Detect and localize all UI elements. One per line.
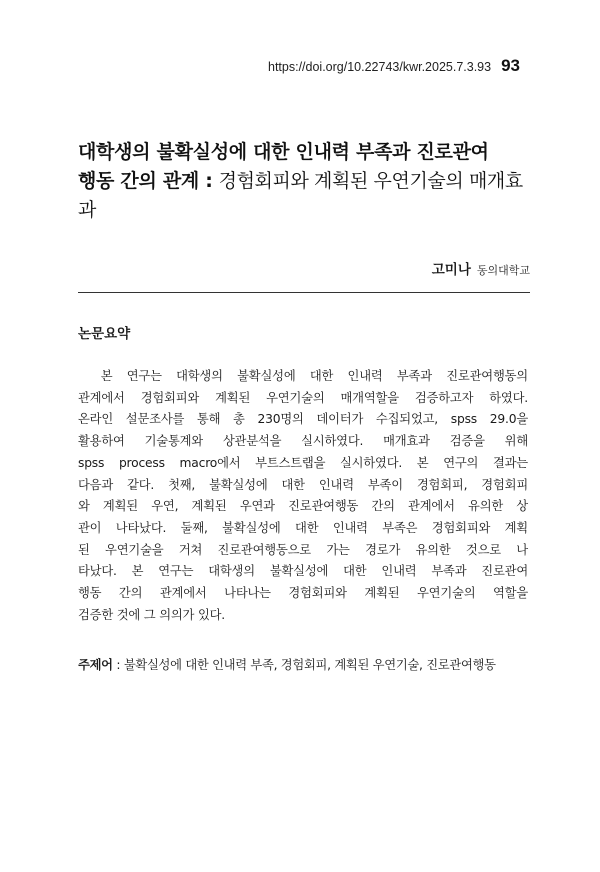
author-affiliation: 동의대학교 bbox=[476, 264, 530, 277]
abstract-line: 타났다. 본 연구는 대학생의 불확실성에 대한 인내력 부족과 진로관여 bbox=[78, 564, 528, 579]
abstract-line: 된 우연기술을 거쳐 진로관여행동으로 가는 경로가 유의한 것으로 나 bbox=[78, 542, 528, 557]
abstract-body bbox=[78, 366, 528, 626]
subtitle: 경험회피와 계획된 우연기술의 매개효과 bbox=[78, 170, 523, 221]
page-number: 93 bbox=[501, 56, 520, 75]
abstract-line: 본 연구는 대학생의 불확실성에 대한 인내력 부족과 진로관여행동의 bbox=[78, 369, 528, 383]
abstract-line: 검증한 것에 그 의의가 있다. bbox=[78, 607, 226, 622]
author-name: 고미나 bbox=[431, 262, 471, 278]
title-line-1: 대학생의 불확실성에 대한 인내력 부족과 진로관여 bbox=[78, 141, 489, 163]
keywords-label: 주제어 bbox=[78, 658, 113, 672]
paper-title bbox=[78, 138, 538, 225]
abstract-line: spss process macro에서 부트스트랩을 실시하였다. 본 연구의 결과는 bbox=[78, 455, 528, 470]
abstract-heading: 논문요약 bbox=[78, 326, 131, 342]
abstract-line: 다음과 같다. 첫째, 불확실성에 대한 인내력 부족이 경험회피, 경험회피 bbox=[78, 477, 528, 492]
abstract-line: 와 계획된 우연, 계획된 우연과 진로관여행동 간의 관계에서 유의한 상 bbox=[78, 499, 528, 514]
keywords-text: 불확실성에 대한 인내력 부족, 경험회피, 계획된 우연기술, 진로관여행동 bbox=[123, 658, 496, 672]
title-line-2 bbox=[78, 167, 538, 225]
keywords-separator: : bbox=[112, 658, 124, 672]
abstract-line: 관계에서 경험회피와 계획된 우연기술의 매개역할을 검증하고자 하였다. bbox=[78, 390, 528, 405]
abstract-line: 활용하여 기술통계와 상관분석을 실시하였다. 매개효과 검증을 위해 bbox=[78, 434, 528, 449]
keywords bbox=[78, 655, 538, 673]
abstract-line: 온라인 설문조사를 통해 총 230명의 데이터가 수집되었고, spss 29.0을 bbox=[78, 412, 528, 427]
author-block bbox=[432, 258, 530, 278]
doi-link[interactable]: https://doi.org/10.22743/kwr.2025.7.3.93 bbox=[268, 60, 492, 74]
running-header bbox=[268, 56, 520, 76]
abstract-line: 행동 간의 관계에서 나타나는 경험회피와 계획된 우연기술의 역할을 bbox=[78, 586, 528, 601]
abstract-line: 관이 나타났다. 둘째, 불확실성에 대한 인내력 부족은 경험회피와 계획 bbox=[78, 520, 528, 535]
divider-rule bbox=[78, 292, 530, 293]
title-line-2-bold: 행동 간의 관계 : bbox=[78, 170, 213, 192]
